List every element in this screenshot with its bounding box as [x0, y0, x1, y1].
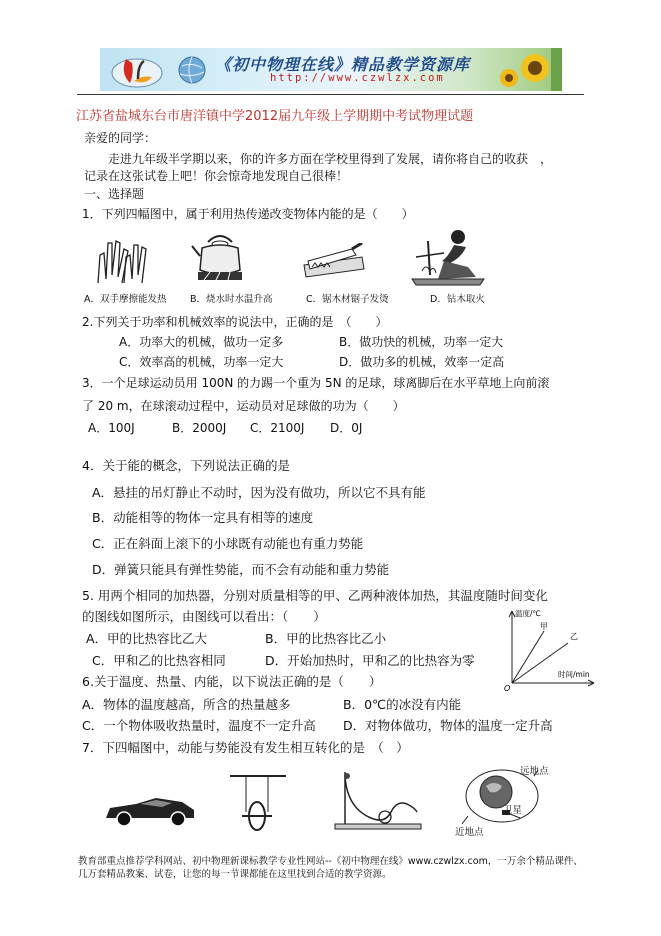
q2-stem: 2.下列关于功率和机械效率的说法中，正确的是 （ ）: [82, 315, 388, 329]
q3-line-1: 3．一个足球运动员用 100N 的力踢一个重为 5N 的足球，球离脚后在水平草地上向前滚: [82, 376, 550, 390]
graph-origin: O: [504, 684, 511, 691]
sports-car-icon: [102, 794, 198, 828]
graph-label-a: 甲: [540, 622, 548, 631]
sawing-wood-icon: [302, 243, 367, 281]
q4-option-d: D．弹簧只能具有弹性势能，而不会有动能和重力势能: [92, 562, 390, 577]
q4-option-a: A．悬挂的吊灯静止不动时，因为没有做功，所以它不具有能: [92, 485, 426, 500]
q1-caption-c: C．锯木材锯子发烫: [306, 294, 389, 305]
q4-stem: 4．关于能的概念，下列说法正确的是: [82, 458, 290, 473]
q4-option-b: B．动能相等的物体一定具有相等的速度: [92, 510, 314, 525]
graph-xlabel: 时间/min: [558, 670, 590, 679]
q2-option-a: A．功率大的机械，做功一定多: [119, 335, 284, 349]
q6-option-c: C．一个物体吸收热量时，温度不一定升高: [82, 718, 316, 733]
paper-title: 江苏省盐城东台市唐洋镇中学2012届九年级上学期期中考试物理试题: [76, 109, 474, 124]
q6-stem: 6.关于温度、热量、内能，以下说法正确的是（ ）: [82, 674, 382, 689]
greeting: 亲爱的同学：: [84, 131, 157, 145]
q1-caption-b: B．烧水时水温升高: [190, 294, 273, 305]
q5-line-2: 的图线如图所示，由图线可以看出：（ ）: [82, 609, 326, 624]
q1-stem: 1．下列四幅图中，属于利用热传递改变物体内能的是（ ）: [82, 207, 414, 221]
q2-option-c: C．效率高的机械，功率一定大: [119, 355, 284, 369]
sunflower-icon: [495, 48, 562, 91]
label-near-point: 近地点: [455, 827, 484, 838]
page-footer: 教育部重点推荐学科网站、初中物理新课标教学专业性网站--《初中物理在线》www.czwlzx.com，一万余个精品课件、几万套精品教案、试卷，让您的每一节课都能在这里找到合适的教学资源。: [78, 856, 583, 880]
q5-line-1: 5. 用两个相同的加热器，分别对质量相等的甲、乙两种液体加热，其温度随时间变化: [82, 588, 548, 603]
globe-icon: [174, 54, 210, 86]
q3-option-d: D．0J: [330, 421, 363, 435]
banner-url[interactable]: http://www.czwlzx.com: [270, 72, 445, 84]
q1-caption-a: A．双手摩擦能发热: [84, 294, 167, 305]
q1-caption-d: D．钻木取火: [430, 294, 485, 305]
q5-option-a: A．甲的比热容比乙大: [86, 631, 208, 646]
temperature-graph: [502, 605, 598, 691]
q6-option-b: B．0℃的冰没有内能: [343, 697, 462, 712]
q5-option-d: D．开始加热时，甲和乙的比热容为零: [265, 653, 475, 668]
q6-option-a: A．物体的温度越高，所含的热量越多: [82, 697, 291, 712]
rubbing-hands-icon: [90, 235, 150, 285]
logo-icon: [108, 51, 166, 89]
maxwell-wheel-icon: [228, 772, 288, 834]
banner-title: 《初中物理在线》精品教学资源库: [215, 55, 471, 74]
roller-track-icon: [333, 768, 423, 832]
label-satellite: 卫星: [503, 805, 523, 816]
graph-line-a: [512, 631, 544, 683]
q5-option-c: C．甲和乙的比热容相同: [92, 653, 226, 668]
graph-label-b: 乙: [570, 632, 578, 641]
label-far-point: 远地点: [520, 766, 549, 777]
graph-ylabel: 温度/℃: [515, 609, 541, 618]
q3-option-b: B．2000J: [172, 421, 227, 435]
drilling-fire-icon: [408, 227, 488, 287]
q3-option-a: A．100J: [88, 421, 135, 435]
intro-line-1: 走进九年级半学期以来，你的许多方面在学校里得到了发展，请你将自己的收获 ，: [108, 152, 553, 166]
header-rule: [77, 94, 584, 95]
kettle-icon: [190, 228, 250, 286]
q2-option-d: D．做功多的机械，效率一定高: [339, 355, 505, 369]
q5-option-b: B．甲的比热容比乙小: [265, 631, 387, 646]
q2-option-b: B．做功快的机械，功率一定大: [339, 335, 504, 349]
section-heading: 一、选择题: [84, 187, 145, 201]
header-banner: [100, 48, 562, 91]
q3-option-c: C．2100J: [250, 421, 305, 435]
q7-stem: 7．下四幅图中，动能与势能没有发生相互转化的是 （ ）: [82, 740, 409, 755]
q6-option-d: D．对物体做功，物体的温度一定升高: [343, 718, 553, 733]
intro-line-2: 记录在这张试卷上吧！你会惊奇地发现自己很棒！: [84, 169, 349, 183]
q4-option-c: C．正在斜面上滚下的小球既有动能也有重力势能: [92, 536, 364, 551]
q3-line-2: 了 20 m，在球滚动过程中，运动员对足球做的功为（ ）: [82, 399, 405, 413]
